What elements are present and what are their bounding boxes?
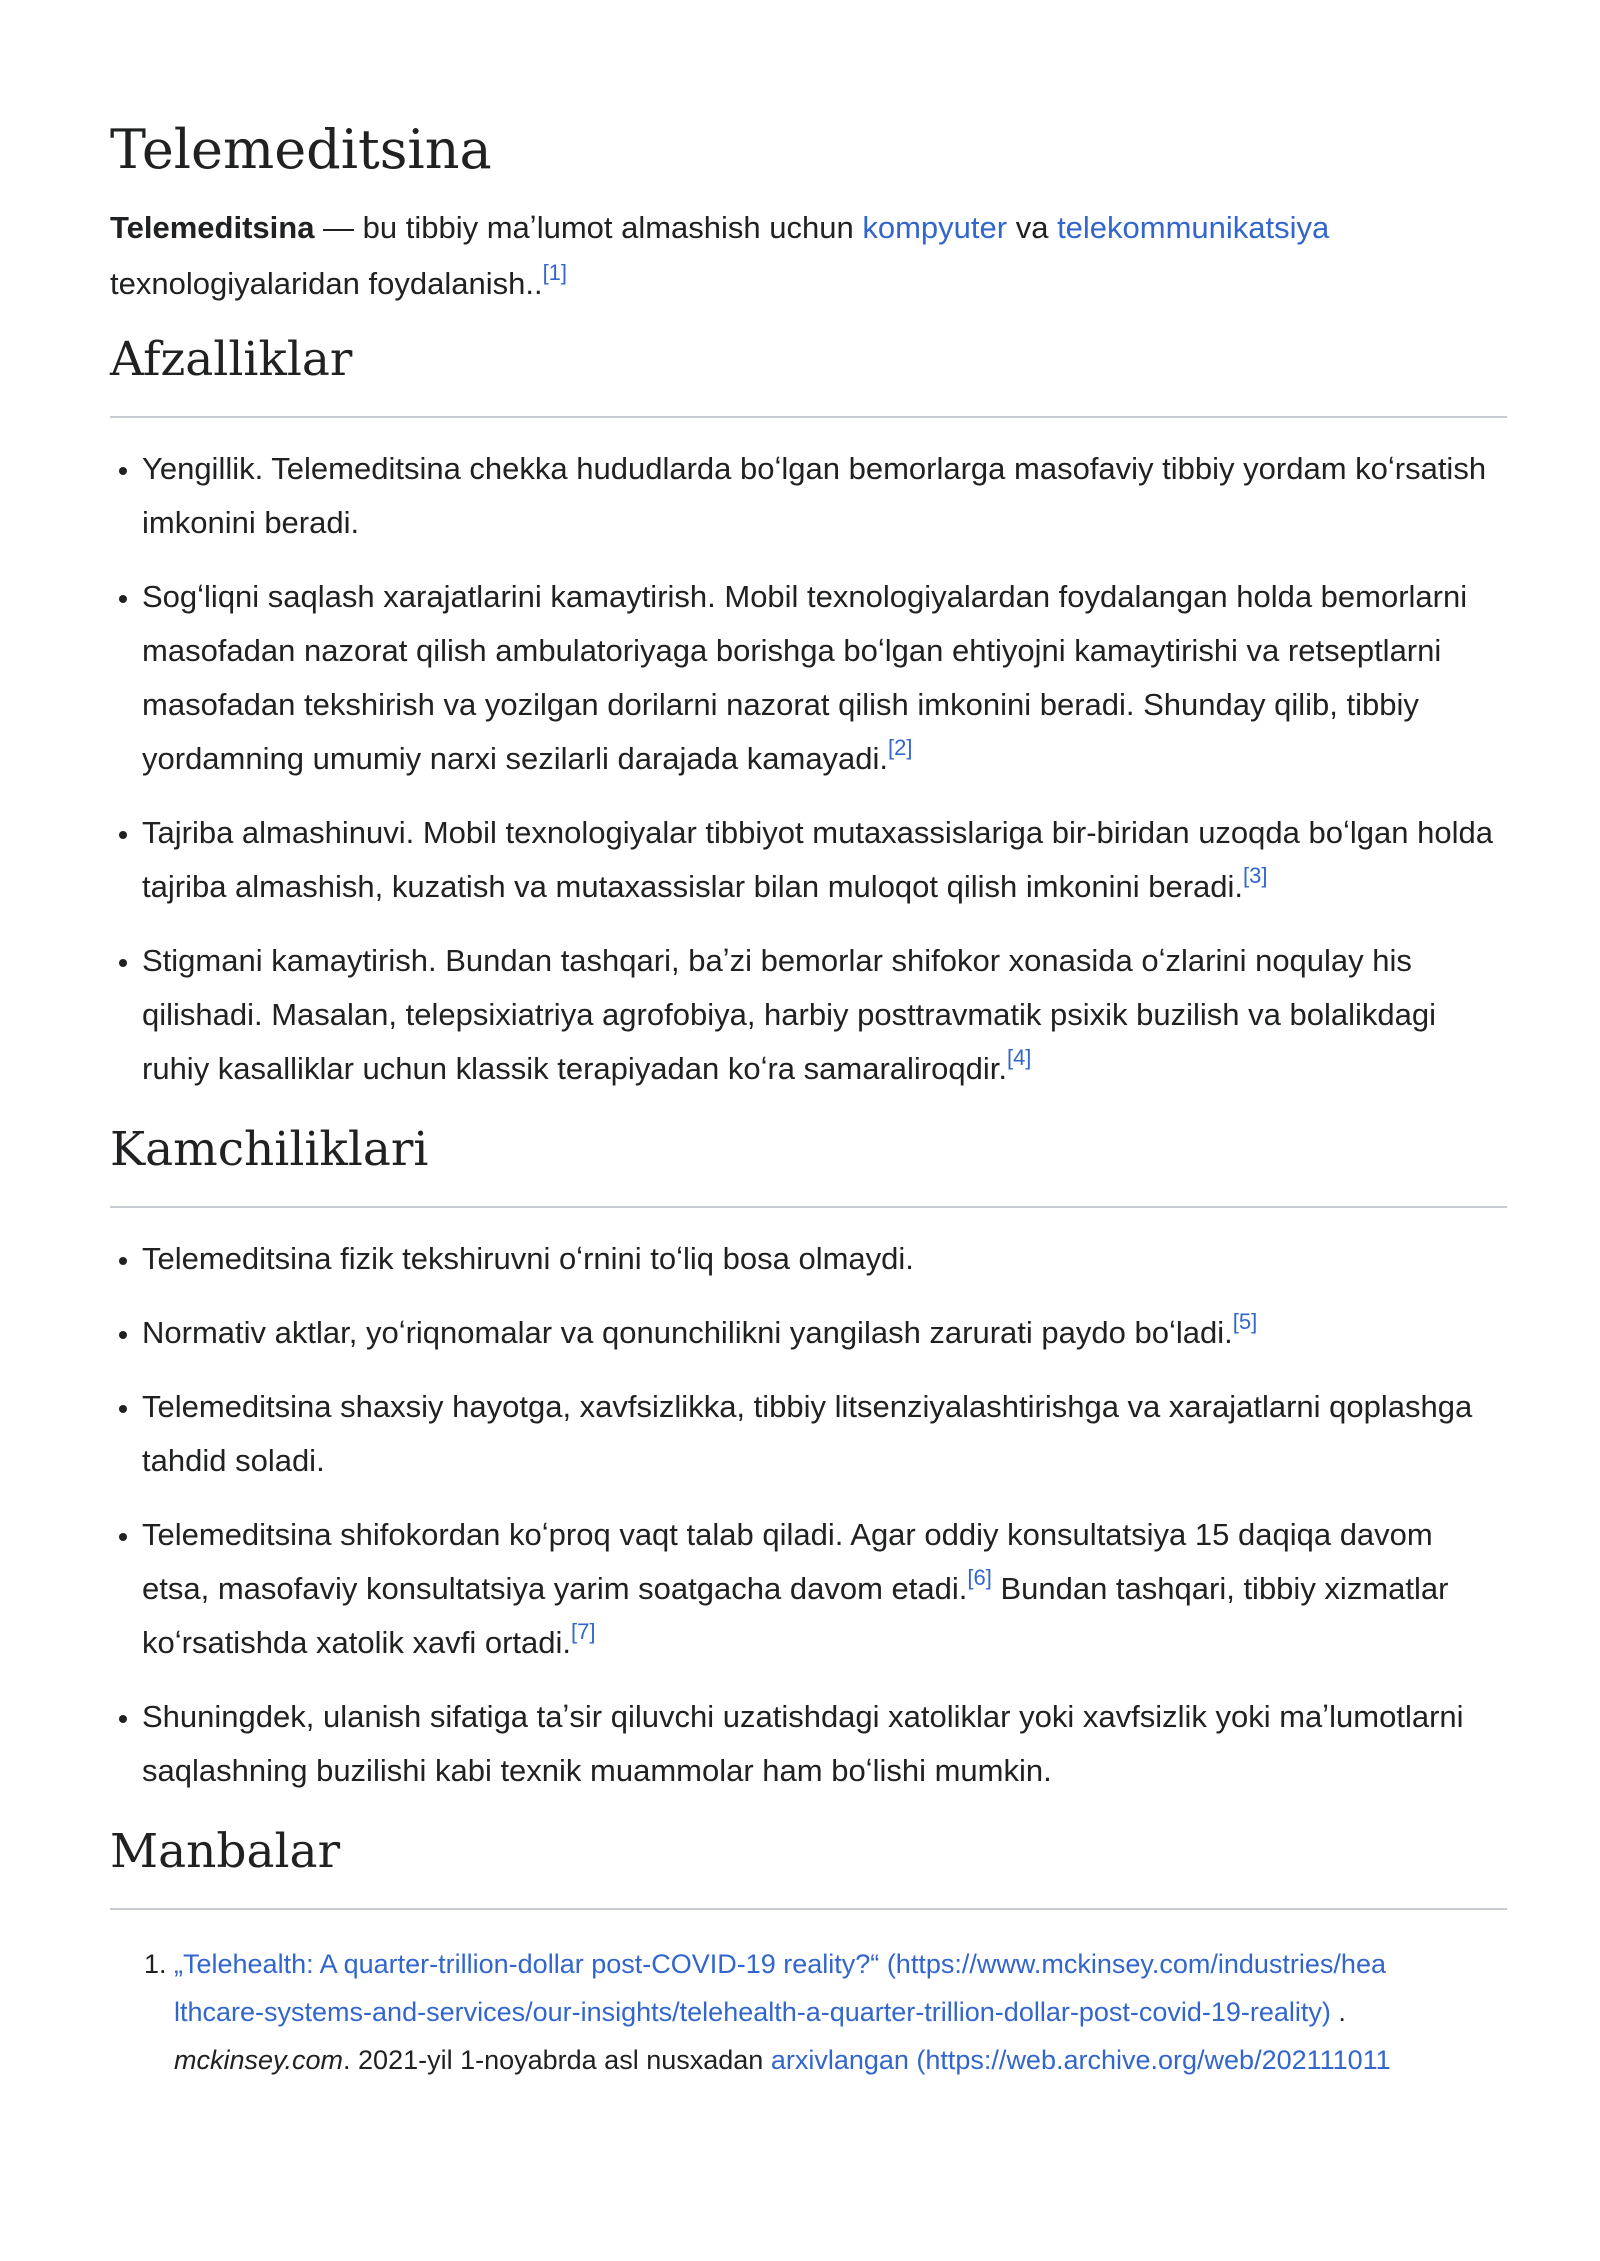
list-item — [142, 1508, 1507, 1670]
source-url-part-1[interactable]: (https://www.mckinsey.com/industries/hea — [886, 1949, 1386, 1979]
intro-term: Telemeditsina — [110, 210, 315, 245]
sources-list — [110, 1940, 1507, 2084]
ref-3[interactable]: [3] — [1243, 862, 1268, 888]
source-item — [174, 1940, 1507, 2084]
source-site: mckinsey.com — [174, 2045, 344, 2075]
source-citation — [174, 1940, 1507, 2084]
heading-manbalar: Manbalar — [110, 1818, 1507, 1910]
intro-text-1: — bu tibbiy maʼlumot almashish uchun — [314, 210, 863, 245]
link-kompyuter[interactable]: kompyuter — [862, 210, 1008, 245]
heading-kamchiliklari: Kamchiliklari — [110, 1116, 1507, 1208]
intro-paragraph — [110, 200, 1507, 312]
list-item-text: Tajriba almashinuvi. Mobil texnologiyalar tibbiyot mutaxassislariga bir-biridan uzoqda boʻlgan holda tajriba almashish, kuzatish va mutaxassislar bilan muloqot qilish imkonini beradi. — [142, 815, 1493, 904]
article — [110, 110, 1507, 2084]
list-item-text: Stigmani kamaytirish. Bundan tashqari, baʼzi bemorlar shifokor xonasida oʻzlarini noqulay his qilishadi. Masalan, telepsixiatriya agrofobiya, harbiy posttravmatik psixik buzilish va bolalikdagi ruhiy kasalliklar uchun klassik terapiyadan koʻra samaraliroqdir. — [142, 943, 1437, 1086]
list-item-text: Yengillik. Telemeditsina chekka hududlarda boʻlgan bemorlarga masofaviy tibbiy yordam koʻrsatish imkonini beradi. — [142, 451, 1487, 540]
list-item-text: Telemeditsina shaxsiy hayotga, xavfsizlikka, tibbiy litsenziyalashtirishga va xarajatlarni qoplashga tahdid soladi. — [142, 1389, 1473, 1478]
source-archive-url[interactable]: (https://web.archive.org/web/202111011 — [908, 2045, 1391, 2075]
ref-1[interactable]: [1] — [542, 259, 568, 285]
list-item — [142, 934, 1507, 1096]
list-item — [142, 806, 1507, 914]
list-item-text: Telemeditsina fizik tekshiruvni oʻrnini toʻliq bosa olmaydi. — [142, 1241, 914, 1276]
list-item — [142, 442, 1507, 550]
list-item-text: Shuningdek, ulanish sifatiga taʼsir qiluvchi uzatishdagi xatoliklar yoki xavfsizlik yoki maʼlumotlarni saqlashning buzilishi kabi texnik muammolar ham boʻlishi mumkin. — [142, 1699, 1464, 1788]
source-archive-text: . 2021-yil 1-noyabrda asl nusxadan — [343, 2045, 771, 2075]
list-item-text: Sogʻliqni saqlash xarajatlarini kamaytirish. Mobil texnologiyalardan foydalangan holda bemorlarni masofadan nazorat qilish ambulatoriyaga borishga boʻlgan ehtiyojni kamaytirishi va retseptlarni masofadan tekshirish va yozilgan dorilarni nazorat qilish imkonini beradi. Shunday qilib, tibbiy yordamning umumiy narxi sezilarli darajada kamayadi. — [142, 579, 1468, 776]
list-item-text: Telemeditsina shifokordan koʻproq vaqt talab qiladi. Agar oddiy konsultatsiya 15 daqiqa davom etsa, masofaviy konsultatsiya yarim soatgacha davom etadi. — [142, 1517, 1433, 1606]
source-url-part-2[interactable]: lthcare-systems-and-services/our-insights/telehealth-a-quarter-trillion-dollar-post-covid-19-reality) — [174, 1997, 1331, 2027]
source-after-url: . — [1330, 1997, 1346, 2027]
heading-afzalliklar: Afzalliklar — [110, 326, 1507, 418]
page-title: Telemeditsina — [110, 118, 492, 181]
disadvantages-list — [110, 1232, 1507, 1798]
ref-7[interactable]: [7] — [571, 1618, 596, 1644]
ref-4[interactable]: [4] — [1006, 1044, 1032, 1070]
advantages-list — [110, 442, 1507, 1096]
source-title-link[interactable]: „Telehealth: A quarter-trillion-dollar post-COVID-19 reality?“ — [174, 1949, 880, 1979]
source-archive-link[interactable]: arxivlangan — [770, 2045, 909, 2075]
link-telekommunikatsiya[interactable]: telekommunikatsiya — [1057, 210, 1330, 245]
list-item — [142, 1690, 1507, 1798]
list-item — [142, 1232, 1507, 1286]
list-item-text-continued: Bundan tashqari, tibbiy xizmatlar koʻrsatishda xatolik xavfi ortadi. — [142, 1571, 1449, 1660]
intro-text-3: texnologiyalaridan foydalanish.. — [110, 266, 543, 301]
list-item — [142, 1306, 1507, 1360]
list-item — [142, 1380, 1507, 1488]
list-item-text: Normativ aktlar, yoʻriqnomalar va qonunchilikni yangilash zarurati paydo boʻladi. — [142, 1315, 1233, 1350]
list-item — [142, 570, 1507, 786]
ref-5[interactable]: [5] — [1232, 1308, 1258, 1334]
intro-text-2: va — [1007, 210, 1058, 245]
ref-2[interactable]: [2] — [888, 734, 913, 760]
ref-6[interactable]: [6] — [967, 1564, 992, 1590]
